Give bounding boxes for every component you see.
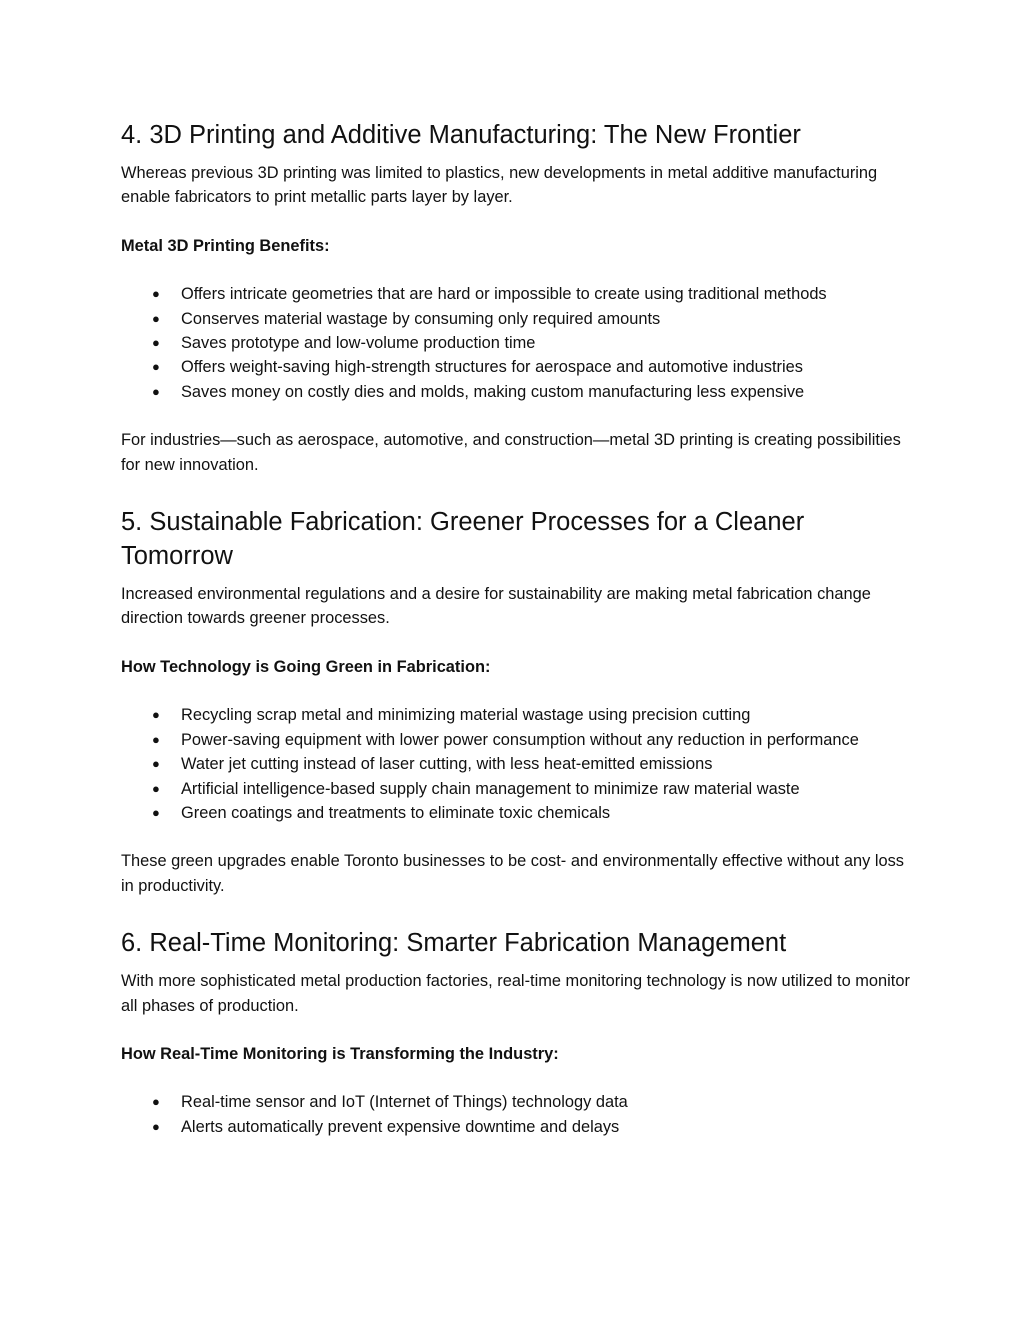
list-item [121,752,911,776]
section-intro: Increased environmental regulations and a desire for sustainability are making metal fabrication change direction towards greener processes. [121,585,871,628]
section-closing: These green upgrades enable Toronto businesses to be cost- and environmentally effective without any loss in productivity. [121,852,904,895]
bullet-icon: ● [152,731,160,747]
list-item [121,777,911,801]
list-item-text: Conserves material wastage by consuming only required amounts [181,309,661,328]
section-subheading: How Real-Time Monitoring is Transforming the Industry: [121,1044,559,1063]
list-item [121,728,911,752]
bullet-icon: ● [152,335,160,351]
list-item-text: Recycling scrap metal and minimizing material wastage using precision cutting [181,706,751,725]
section-sustainable-fabrication [121,505,911,898]
bullet-icon: ● [152,1118,160,1134]
bullet-icon: ● [152,359,160,375]
bullet-icon: ● [152,804,160,820]
list-item [121,703,911,727]
list-item-text: Real-time sensor and IoT (Internet of Things) technology data [181,1093,628,1112]
list-item-text: Saves money on costly dies and molds, making custom manufacturing less expensive [181,382,805,401]
list-item [121,355,911,379]
list-item [121,331,911,355]
section-3d-printing [121,118,911,477]
bullet-icon: ● [152,707,160,723]
list-item [121,282,911,306]
bullet-icon: ● [152,1094,160,1110]
bullet-icon: ● [152,383,160,399]
list-item [121,1090,911,1114]
bullet-list [121,282,911,404]
list-item-text: Green coatings and treatments to eliminate toxic chemicals [181,803,611,822]
section-heading: 6. Real-Time Monitoring: Smarter Fabrication Management [121,929,787,958]
list-item-text: Alerts automatically prevent expensive downtime and delays [181,1117,620,1136]
section-closing: For industries—such as aerospace, automotive, and construction—metal 3D printing is creating possibilities for new innovation. [121,431,901,474]
section-real-time-monitoring [121,926,911,1139]
section-intro: Whereas previous 3D printing was limited to plastics, new developments in metal additive manufacturing enable fabricators to print metallic parts layer by layer. [121,164,878,207]
list-item [121,801,911,825]
list-item-text: Artificial intelligence-based supply chain management to minimize raw material waste [181,779,800,798]
bullet-icon: ● [152,286,160,302]
list-item-text: Offers weight-saving high-strength structures for aerospace and automotive industries [181,358,803,377]
section-heading: 4. 3D Printing and Additive Manufacturing: The New Frontier [121,121,801,149]
list-item [121,307,911,331]
bullet-icon: ● [152,780,160,796]
list-item [121,380,911,404]
bullet-icon: ● [152,310,160,326]
document-page [121,118,911,1139]
section-subheading: Metal 3D Printing Benefits: [121,236,330,255]
list-item-text: Offers intricate geometries that are hard or impossible to create using traditional methods [181,285,827,304]
list-item-text: Water jet cutting instead of laser cutting, with less heat-emitted emissions [181,755,713,774]
bullet-icon: ● [152,756,160,772]
section-intro: With more sophisticated metal production factories, real-time monitoring technology is now utilized to monitor all phases of production. [121,972,910,1015]
section-subheading: How Technology is Going Green in Fabrication: [121,657,491,676]
list-item-text: Saves prototype and low-volume production time [181,334,536,353]
bullet-list [121,1090,911,1139]
section-heading: 5. Sustainable Fabrication: Greener Processes for a Cleaner Tomorrow [121,508,805,571]
bullet-list [121,703,911,825]
list-item-text: Power-saving equipment with lower power consumption without any reduction in performance [181,730,859,749]
list-item [121,1115,911,1139]
